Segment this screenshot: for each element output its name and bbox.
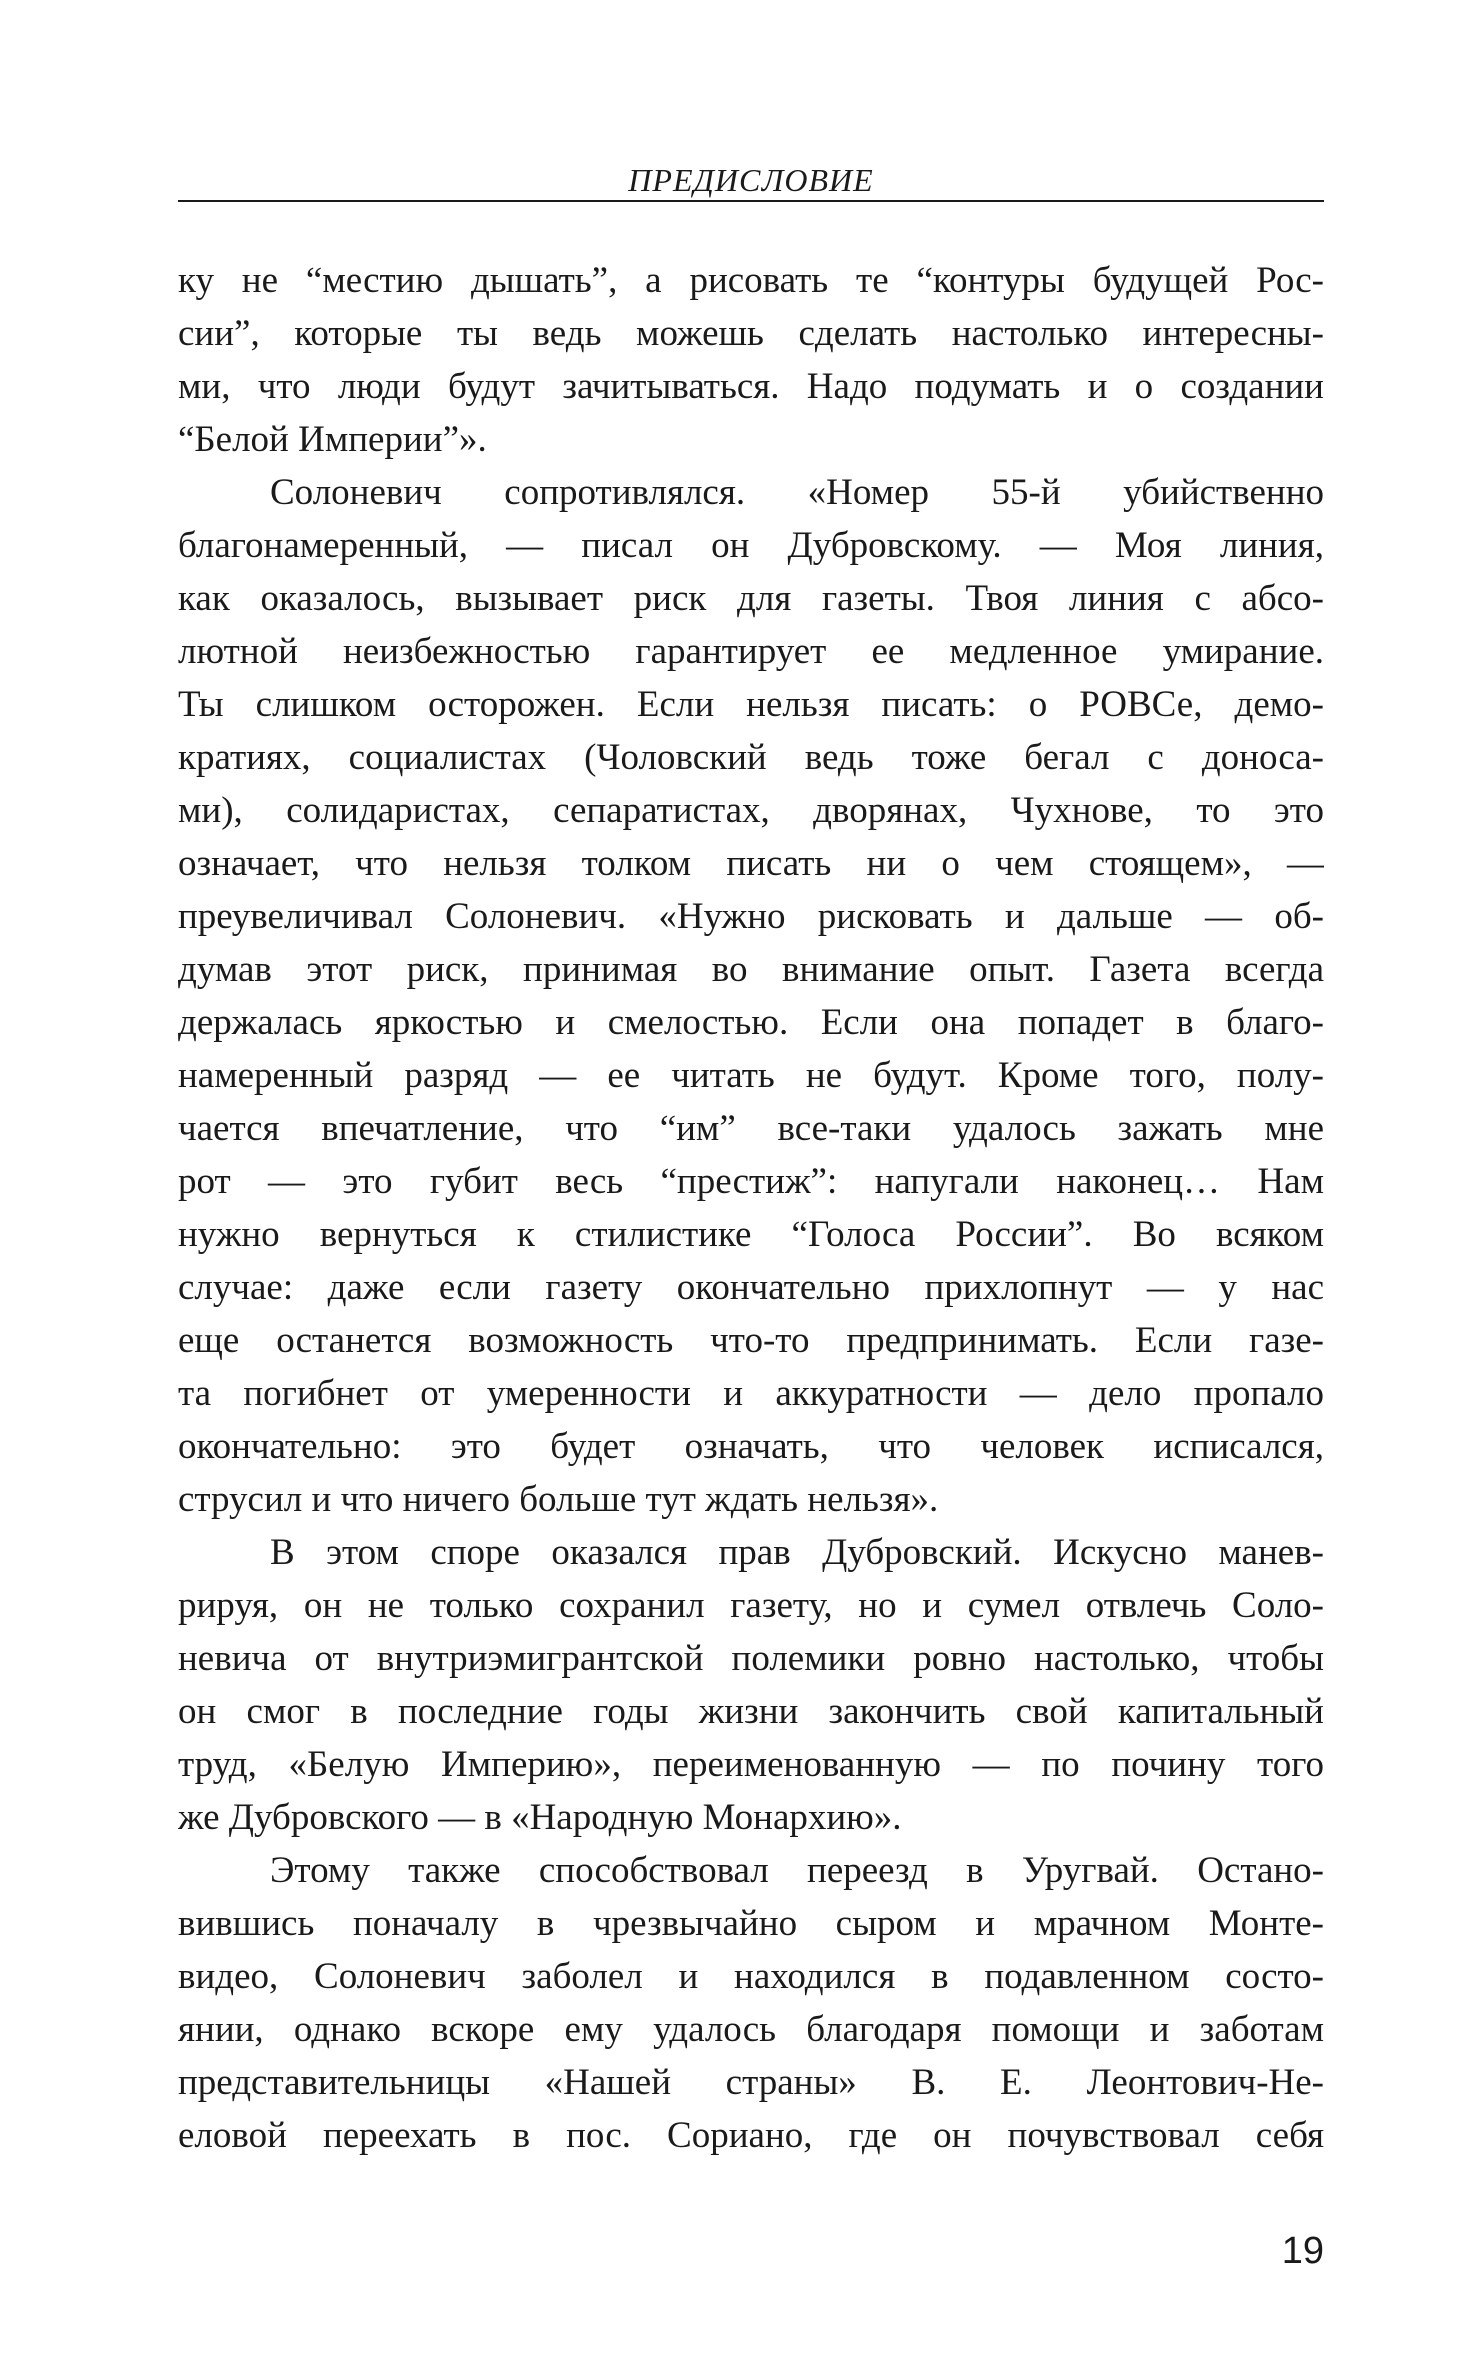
text-line: как оказалось, вызывает риск для газеты. Твоя линия с абсо- — [178, 578, 1324, 619]
text-line: ку не “местию дышать”, а рисовать те “контуры будущей Рос- — [178, 260, 1324, 301]
text-line: струсил и что ничего больше тут ждать нельзя». — [178, 1479, 939, 1520]
text-line: означает, что нельзя толком писать ни о чем стоящем», — — [178, 843, 1324, 884]
body-text — [178, 254, 1324, 2162]
text-line: В этом споре оказался прав Дубровский. Искусно манев- — [270, 1532, 1324, 1573]
text-line: Ты слишком осторожен. Если нельзя писать: о РОВСе, демо- — [178, 684, 1324, 725]
text-line: он смог в последние годы жизни закончить свой капитальный — [178, 1691, 1324, 1732]
text-line: рот — это губит весь “престиж”: напугали наконец… Нам — [178, 1161, 1324, 1202]
text-line: представительницы «Нашей страны» В. Е. Леонтович-Не- — [178, 2062, 1324, 2103]
text-line: рируя, он не только сохранил газету, но и сумел отвлечь Соло- — [178, 1585, 1324, 1626]
text-line: преувеличивал Солоневич. «Нужно рисковать и дальше — об- — [178, 896, 1324, 937]
text-line: окончательно: это будет означать, что человек исписался, — [178, 1426, 1324, 1467]
running-header — [178, 160, 1324, 202]
text-line: чается впечатление, что “им” все-таки удалось зажать мне — [178, 1108, 1324, 1149]
text-line: держалась яркостью и смелостью. Если она попадет в благо- — [178, 1002, 1324, 1043]
text-line: та погибнет от умеренности и аккуратности — дело пропало — [178, 1373, 1324, 1414]
text-line: вившись поначалу в чрезвычайно сыром и мрачном Монте- — [178, 1903, 1324, 1944]
text-line: ми), солидаристах, сепаратистах, дворянах, Чухнове, то это — [178, 790, 1324, 831]
text-line: ми, что люди будут зачитываться. Надо подумать и о создании — [178, 366, 1324, 407]
text-line: кратиях, социалистах (Чоловский ведь тоже бегал с доноса- — [178, 737, 1324, 778]
text-line: янии, однако вскоре ему удалось благодаря помощи и заботам — [178, 2009, 1324, 2050]
running-title: ПРЕДИСЛОВИЕ — [628, 162, 874, 198]
text-line: намеренный разряд — ее читать не будут. Кроме того, полу- — [178, 1055, 1324, 1096]
text-line: же Дубровского — в «Народную Монархию». — [178, 1797, 902, 1838]
text-line: Солоневич сопротивлялся. «Номер 55-й убийственно — [270, 472, 1324, 513]
text-line: благонамеренный, — писал он Дубровскому. — Моя линия, — [178, 525, 1324, 566]
text-line: лютной неизбежностью гарантирует ее медленное умирание. — [178, 631, 1324, 672]
text-line: думав этот риск, принимая во внимание опыт. Газета всегда — [178, 949, 1324, 990]
text-line: случае: даже если газету окончательно прихлопнут — у нас — [178, 1267, 1324, 1308]
text-line: сии”, которые ты ведь можешь сделать настолько интересны- — [178, 313, 1324, 354]
page-number: 19 — [1281, 2230, 1324, 2272]
text-line: видео, Солоневич заболел и находился в подавленном состо- — [178, 1956, 1324, 1997]
text-line: Этому также способствовал переезд в Уругвай. Остано- — [270, 1850, 1324, 1891]
text-line: труд, «Белую Империю», переименованную — по почину того — [178, 1744, 1324, 1785]
text-line: еще останется возможность что-то предпринимать. Если газе- — [178, 1320, 1324, 1361]
text-line: еловой переехать в пос. Сориано, где он почувствовал себя — [178, 2115, 1324, 2156]
text-line: невича от внутриэмигрантской полемики ровно настолько, чтобы — [178, 1638, 1324, 1679]
text-line: нужно вернуться к стилистике “Голоса России”. Во всяком — [178, 1214, 1324, 1255]
text-line: “Белой Империи”». — [178, 419, 487, 460]
